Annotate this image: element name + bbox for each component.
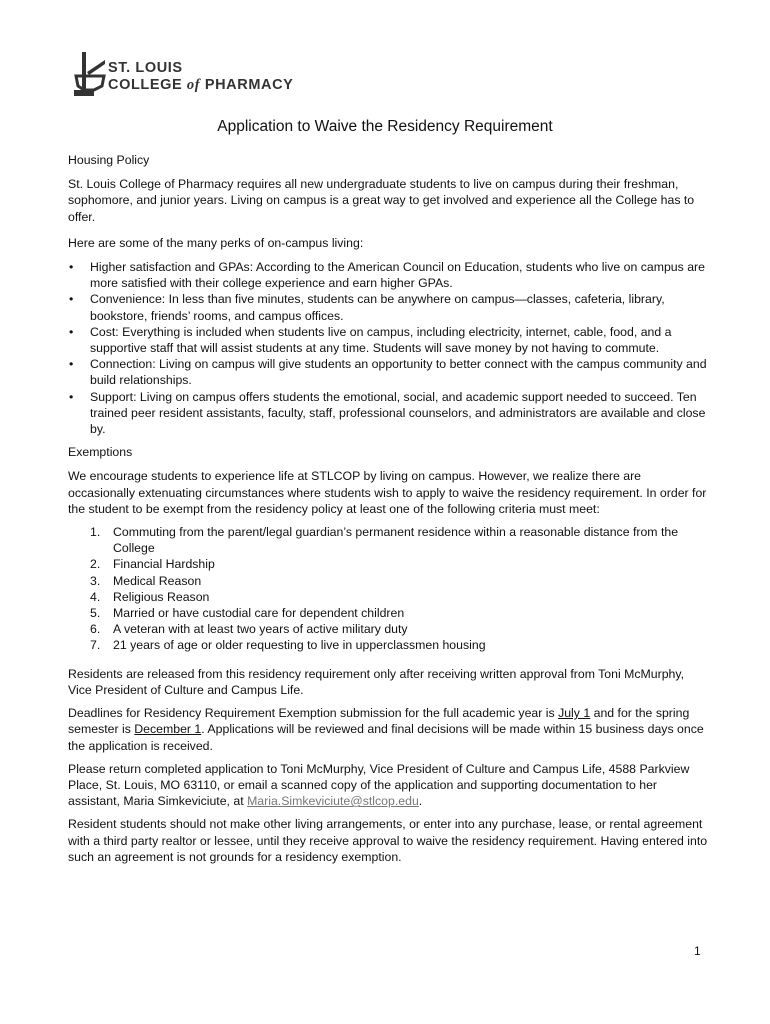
release-paragraph: Residents are released from this residency requirement only after receiving written approval from Toni McMurphy, Vice President of Culture and Campus Life. (68, 666, 685, 697)
resident-note-paragraph: Resident students should not make other living arrangements, or enter into any purchase, lease, or rental agreement with a third party realtor or lessee, until they receive approval to waive the residency requirement. Having entered into such an agreement is not grounds for a residency exemption. (68, 817, 708, 864)
perk-item (68, 324, 708, 356)
logo-line-1: ST. LOUIS (108, 60, 183, 76)
criteria-text: A veteran with at least two years of active military duty (113, 622, 408, 637)
bullet: • (69, 389, 74, 404)
perks-list (68, 259, 708, 437)
deadline-july: July 1 (558, 706, 591, 721)
criteria-text: Commuting from the parent/legal guardian’s permanent residence within a reasonable distance from the College (113, 525, 679, 556)
criteria-number: 3. (90, 573, 101, 588)
perk-item (68, 291, 708, 323)
logo-college: COLLEGE (108, 77, 187, 93)
criteria-item (68, 524, 708, 556)
criteria-item (68, 589, 708, 605)
criteria-number: 2. (90, 557, 101, 572)
perk-item (68, 259, 708, 291)
deadlines-paragraph (68, 705, 708, 754)
perk-text: Living on campus will give students an opportunity to better connect with the campus community and build relationships. (90, 357, 707, 388)
deadlines-text-3: . Applications will be reviewed and final decisions will be made within 15 business days once the application is received. (68, 722, 704, 753)
document-body (68, 152, 708, 872)
exemptions-heading: Exemptions (68, 445, 133, 460)
perk-text: In less than five minutes, students can be anywhere on campus—classes, cafeteria, library, bookstore, friends’ rooms, and campus offices. (90, 292, 665, 323)
page-number: 1 (694, 944, 701, 958)
return-text-2: . (418, 794, 423, 809)
mortar-pestle-icon (72, 50, 106, 98)
perk-text: Living on campus offers students the emotional, social, and academic support needed to succeed. Ten trained peer resident assistants, faculty, staff, professional counselors, and administrators are available and close by. (90, 389, 706, 437)
assistant-email-link[interactable]: Maria.Simkeviciute@stlcop.edu (247, 794, 419, 809)
perk-item (68, 389, 708, 438)
criteria-item (68, 556, 708, 572)
bullet: • (69, 292, 74, 307)
return-paragraph (68, 761, 708, 810)
bullet: • (69, 324, 74, 339)
perk-text: Everything is included when students live on campus, including electricity, internet, cable, food, and a supportive staff that will assist students at any time. Students will save money by not having to commute. (90, 324, 672, 356)
housing-heading: Housing Policy (68, 153, 150, 167)
housing-paragraph: St. Louis College of Pharmacy requires all new undergraduate students to live on campus during their freshman, sophomore, and junior years. Living on campus is a great way to get involved and experience all the College has to offer. (68, 177, 695, 224)
logo-of: of (186, 77, 201, 93)
criteria-item (68, 637, 708, 653)
criteria-text: Married or have custodial care for dependent children (113, 606, 405, 621)
perk-label: Higher satisfaction and GPAs: (90, 260, 254, 275)
criteria-item (68, 573, 708, 589)
criteria-item (68, 605, 708, 621)
criteria-list (68, 524, 708, 654)
deadlines-text-2: and for the spring semester is (68, 706, 690, 737)
criteria-text: Religious Reason (113, 589, 210, 604)
bullet: • (69, 357, 74, 372)
exemptions-paragraph: We encourage students to experience life at STLCOP by living on campus. However, we realize there are occasionally extenuating circumstances where students wish to apply to waive the residency requirement. In order for the student to be exempt from the residency policy at least one of the following criteria must meet: (68, 469, 707, 516)
criteria-number: 4. (90, 589, 101, 604)
criteria-number: 6. (90, 622, 101, 637)
perk-label: Connection: (90, 357, 156, 372)
perk-label: Support: (90, 389, 137, 404)
bullet: • (69, 260, 74, 275)
criteria-number: 5. (90, 606, 101, 621)
perks-heading: Here are some of the many perks of on-campus living: (68, 235, 364, 250)
return-text-1: Please return completed application to Toni McMurphy, Vice President of Culture and Campus Life, 4588 Parkview Place, St. Louis, MO 63110, or email a scanned copy of the application and supporting documentation to her assistant, Maria Simkeviciute, at (68, 761, 690, 809)
document-title: Application to Waive the Residency Requirement (217, 118, 553, 135)
deadline-december: December 1 (134, 722, 202, 737)
perk-item (68, 356, 708, 388)
college-logo (72, 50, 292, 100)
logo-line-2 (108, 78, 293, 93)
criteria-text: 21 years of age or older requesting to live in upperclassmen housing (113, 638, 486, 653)
criteria-text: Financial Hardship (113, 557, 215, 572)
logo-pharmacy: PHARMACY (200, 77, 294, 93)
criteria-number: 7. (90, 638, 101, 653)
perk-label: Cost: (90, 324, 119, 339)
criteria-item (68, 621, 708, 637)
deadlines-text-1: Deadlines for Residency Requirement Exemption submission for the full academic year is (68, 706, 559, 721)
criteria-text: Medical Reason (113, 573, 202, 588)
perk-label: Convenience: (90, 292, 166, 307)
criteria-number: 1. (90, 525, 101, 540)
perk-text: According to the American Council on Education, students who live on campus are more satisfied with their college experience and earn higher GPAs. (90, 260, 705, 291)
